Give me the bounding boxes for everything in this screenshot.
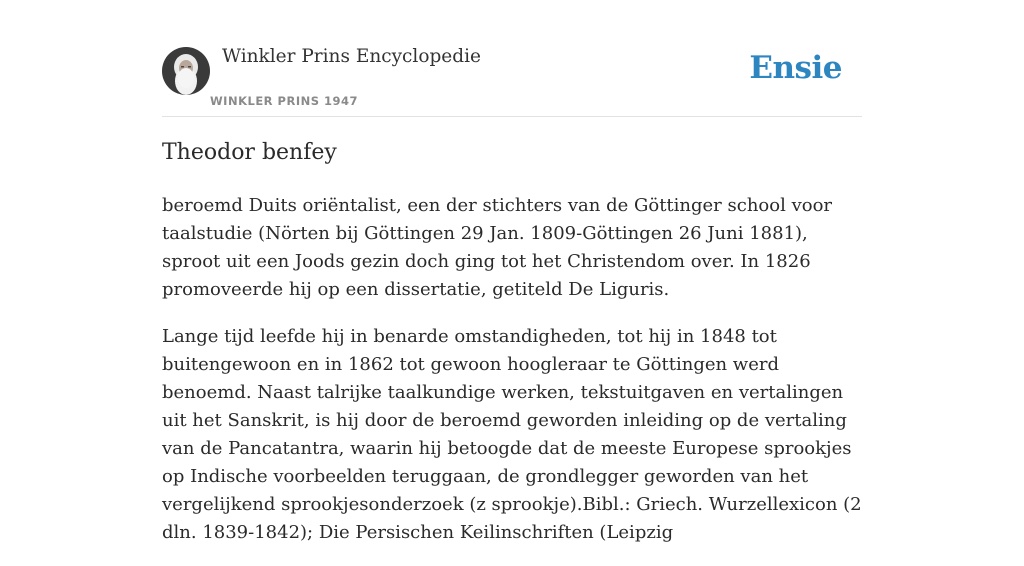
page-container <box>162 0 862 543</box>
source-avatar[interactable] <box>162 47 210 95</box>
article-body <box>162 192 862 566</box>
article-paragraph: Lange tijd leefde hij in benarde omstandigheden, tot hij in 1848 tot buitengewoon en in 1862 tot gewoon hoogleraar te Göttingen werd benoemd. Naast talrijke taalkundige werken, tekstuitgaven en vertalingen uit het Sanskrit, is hij door de beroemd geworden inleiding op de vertaling van de Pancatantra, waarin hij betoogde dat de meeste Europese sprookjes op Indische voorbeelden teruggaan, de grondlegger geworden van het vergelijkend sprookjesonderzoek (z sprookje).Bibl.: Griech. Wurzellexicon (2 dln. 1839-1842); Die Persischen Keilinschriften (Leipzig <box>162 326 862 543</box>
article-title: Theodor benfey <box>162 140 337 165</box>
source-subtitle[interactable]: WINKLER PRINS 1947 <box>210 94 359 108</box>
source-title[interactable]: Winkler Prins Encyclopedie <box>222 46 481 67</box>
ensie-logo-link[interactable]: Ensie <box>749 50 842 86</box>
bearded-man-portrait-icon <box>162 47 210 95</box>
article-paragraph: beroemd Duits oriëntalist, een der stichters van de Göttinger school voor taalstudie (Nörten bij Göttingen 29 Jan. 1809-Göttingen 26 Juni 1881), sproot uit een Joods gezin doch ging tot het Christendom over. In 1826 promoveerde hij op een dissertatie, getiteld De Liguris. <box>162 195 833 300</box>
source-header <box>162 0 862 117</box>
